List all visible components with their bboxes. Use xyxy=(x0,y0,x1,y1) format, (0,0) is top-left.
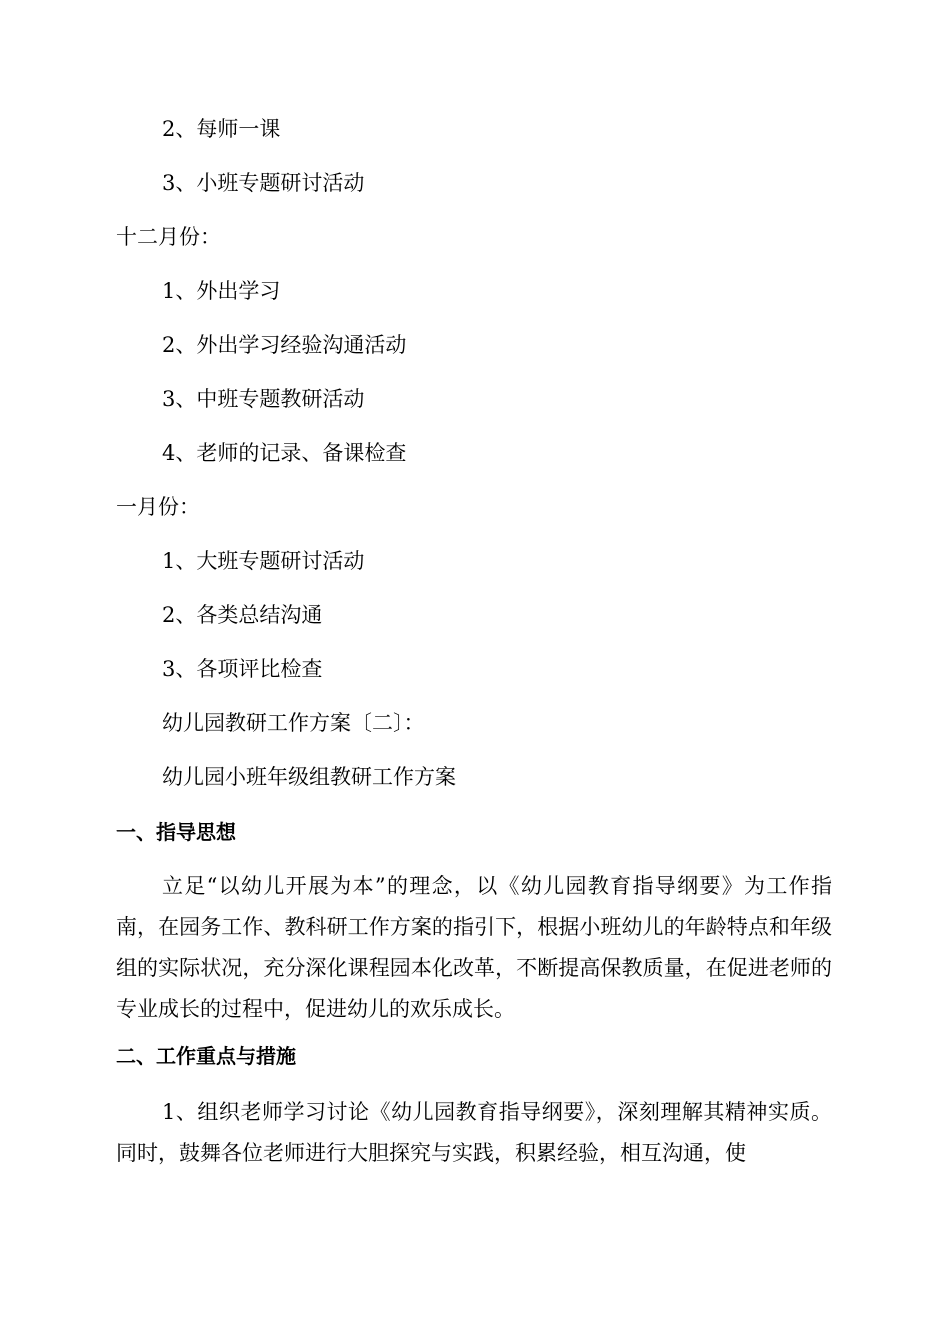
paragraph-work-focus: 1、组织老师学习讨论《幼儿园教育指导纲要》，深刻理解其精神实质。同时，鼓舞各位老师进行大胆探究与实践，积累经验，相互沟通，使 xyxy=(116,1100,832,1165)
paragraph-guiding-ideology: 立足“以幼儿开展为本”的理念，以《幼儿园教育指导纲要》为工作指南，在园务工作、教科研工作方案的指引下，根据小班幼儿的年龄特点和年级组的实际状况，充分深化课程园本化改革，不断提高保教质量，在促进老师的专业成长的过程中，促进幼儿的欢乐成长。 xyxy=(116,874,832,1021)
section-title: 幼儿园教研工作方案〔二〕： xyxy=(162,711,425,735)
month-heading: 十二月份： xyxy=(116,225,221,249)
month-heading: 一月份： xyxy=(116,495,200,519)
list-item: 2、各类总结沟通 xyxy=(162,603,323,627)
list-item: 3、中班专题教研活动 xyxy=(162,387,365,411)
list-item: 3、各项评比检查 xyxy=(162,657,323,681)
document-title: 幼儿园小班年级组教研工作方案 xyxy=(162,765,456,789)
list-item: 1、大班专题研讨活动 xyxy=(162,549,365,573)
list-item: 1、外出学习 xyxy=(162,279,281,303)
list-item: 4、老师的记录、备课检查 xyxy=(162,441,407,465)
list-item: 2、每师一课 xyxy=(162,117,281,141)
list-item: 2、外出学习经验沟通活动 xyxy=(162,333,407,357)
heading-guiding-ideology: 一、指导思想 xyxy=(116,820,236,844)
heading-work-focus: 二、工作重点与措施 xyxy=(116,1044,296,1068)
list-item: 3、小班专题研讨活动 xyxy=(162,171,365,195)
